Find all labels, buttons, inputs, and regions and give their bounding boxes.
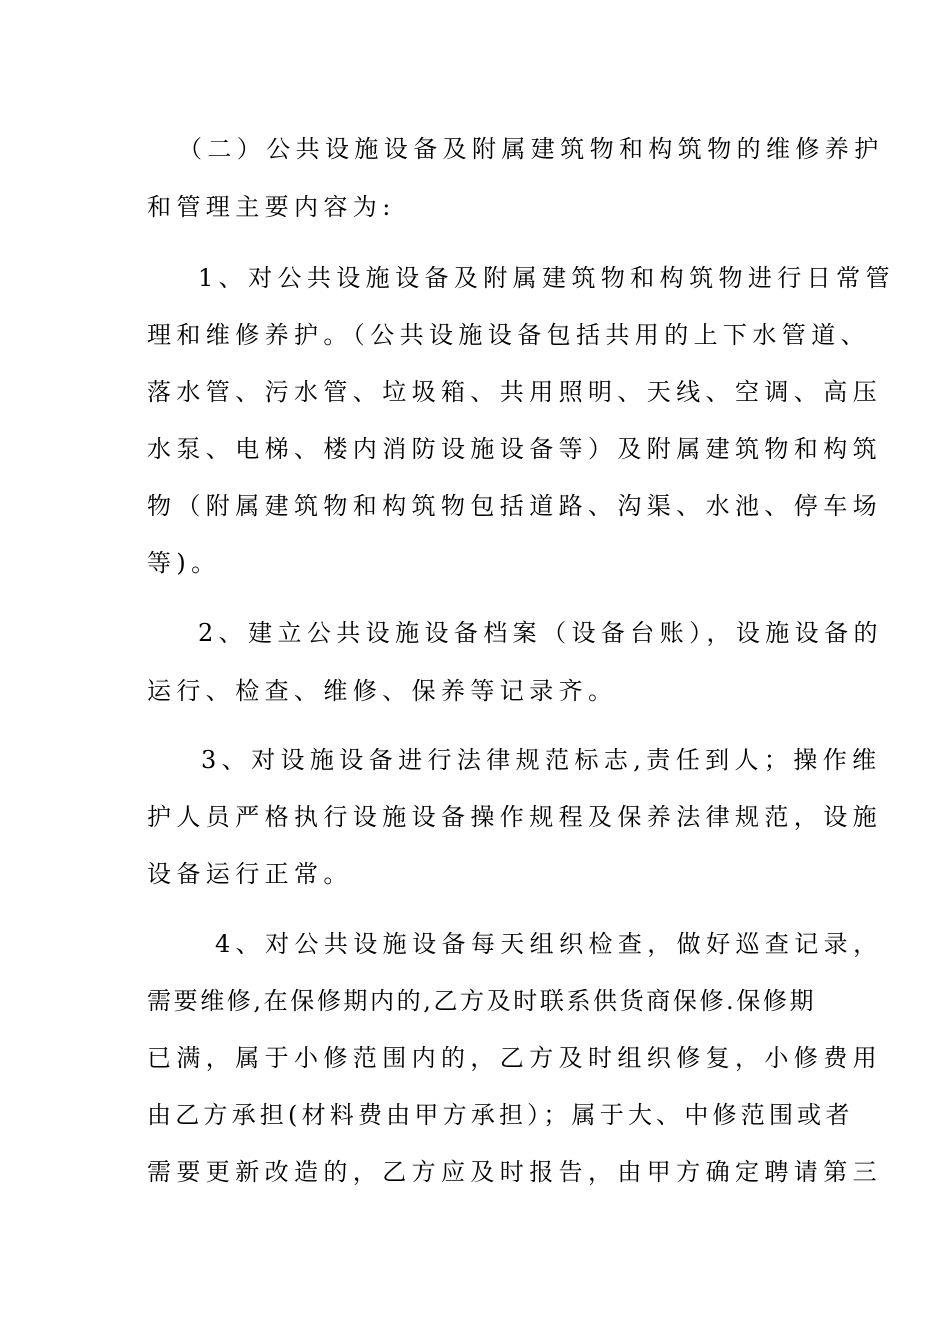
item-1-line-5: 物（附属建筑物和构筑物包括道路、沟渠、水池、停车场	[147, 492, 882, 520]
item-4-line-2: 需要维修,在保修期内的,乙方及时联系供货商保修.保修期	[147, 987, 817, 1015]
item-1-line-2: 理和维修养护。（公共设施设备包括共用的上下水管道、	[147, 321, 870, 349]
item-3-line-3: 设备运行正常。	[147, 860, 353, 888]
item-4-line-4: 由乙方承担(材料费由甲方承担）；属于大、中修范围或者	[147, 1101, 854, 1129]
heading-line-1: （二）公共设施设备及附属建筑物和构筑物的维修养护	[178, 135, 884, 163]
item-4-line-1: 4、对公共设施设备每天组织检查，做好巡查记录，	[215, 930, 883, 958]
item-1-line-4: 水泵、电梯、楼内消防设施设备等）及附属建筑物和构筑	[147, 435, 882, 463]
item-1-line-3: 落水管、污水管、垃圾箱、共用照明、天线、空调、高压	[147, 378, 882, 406]
item-1-line-1: 1、对公共设施设备及附属建筑物和构筑物进行日常管	[198, 264, 895, 292]
item-4-line-3: 已满，属于小修范围内的，乙方及时组织修复，小修费用	[147, 1044, 882, 1072]
item-2-line-1: 2、建立公共设施设备档案（设备台账），设施设备的	[198, 619, 883, 647]
heading-line-2: 和管理主要内容为:	[147, 193, 396, 221]
item-1-line-6: 等)。	[147, 549, 221, 577]
item-2-line-2: 运行、检查、维修、保养等记录齐。	[147, 677, 618, 705]
item-3-line-2: 护人员严格执行设施设备操作规程及保养法律规范，设施	[147, 803, 882, 831]
item-4-line-5: 需要更新改造的，乙方应及时报告，由甲方确定聘请第三	[147, 1158, 882, 1186]
item-3-line-1: 3、对设施设备进行法律规范标志,责任到人；操作维	[201, 746, 882, 774]
